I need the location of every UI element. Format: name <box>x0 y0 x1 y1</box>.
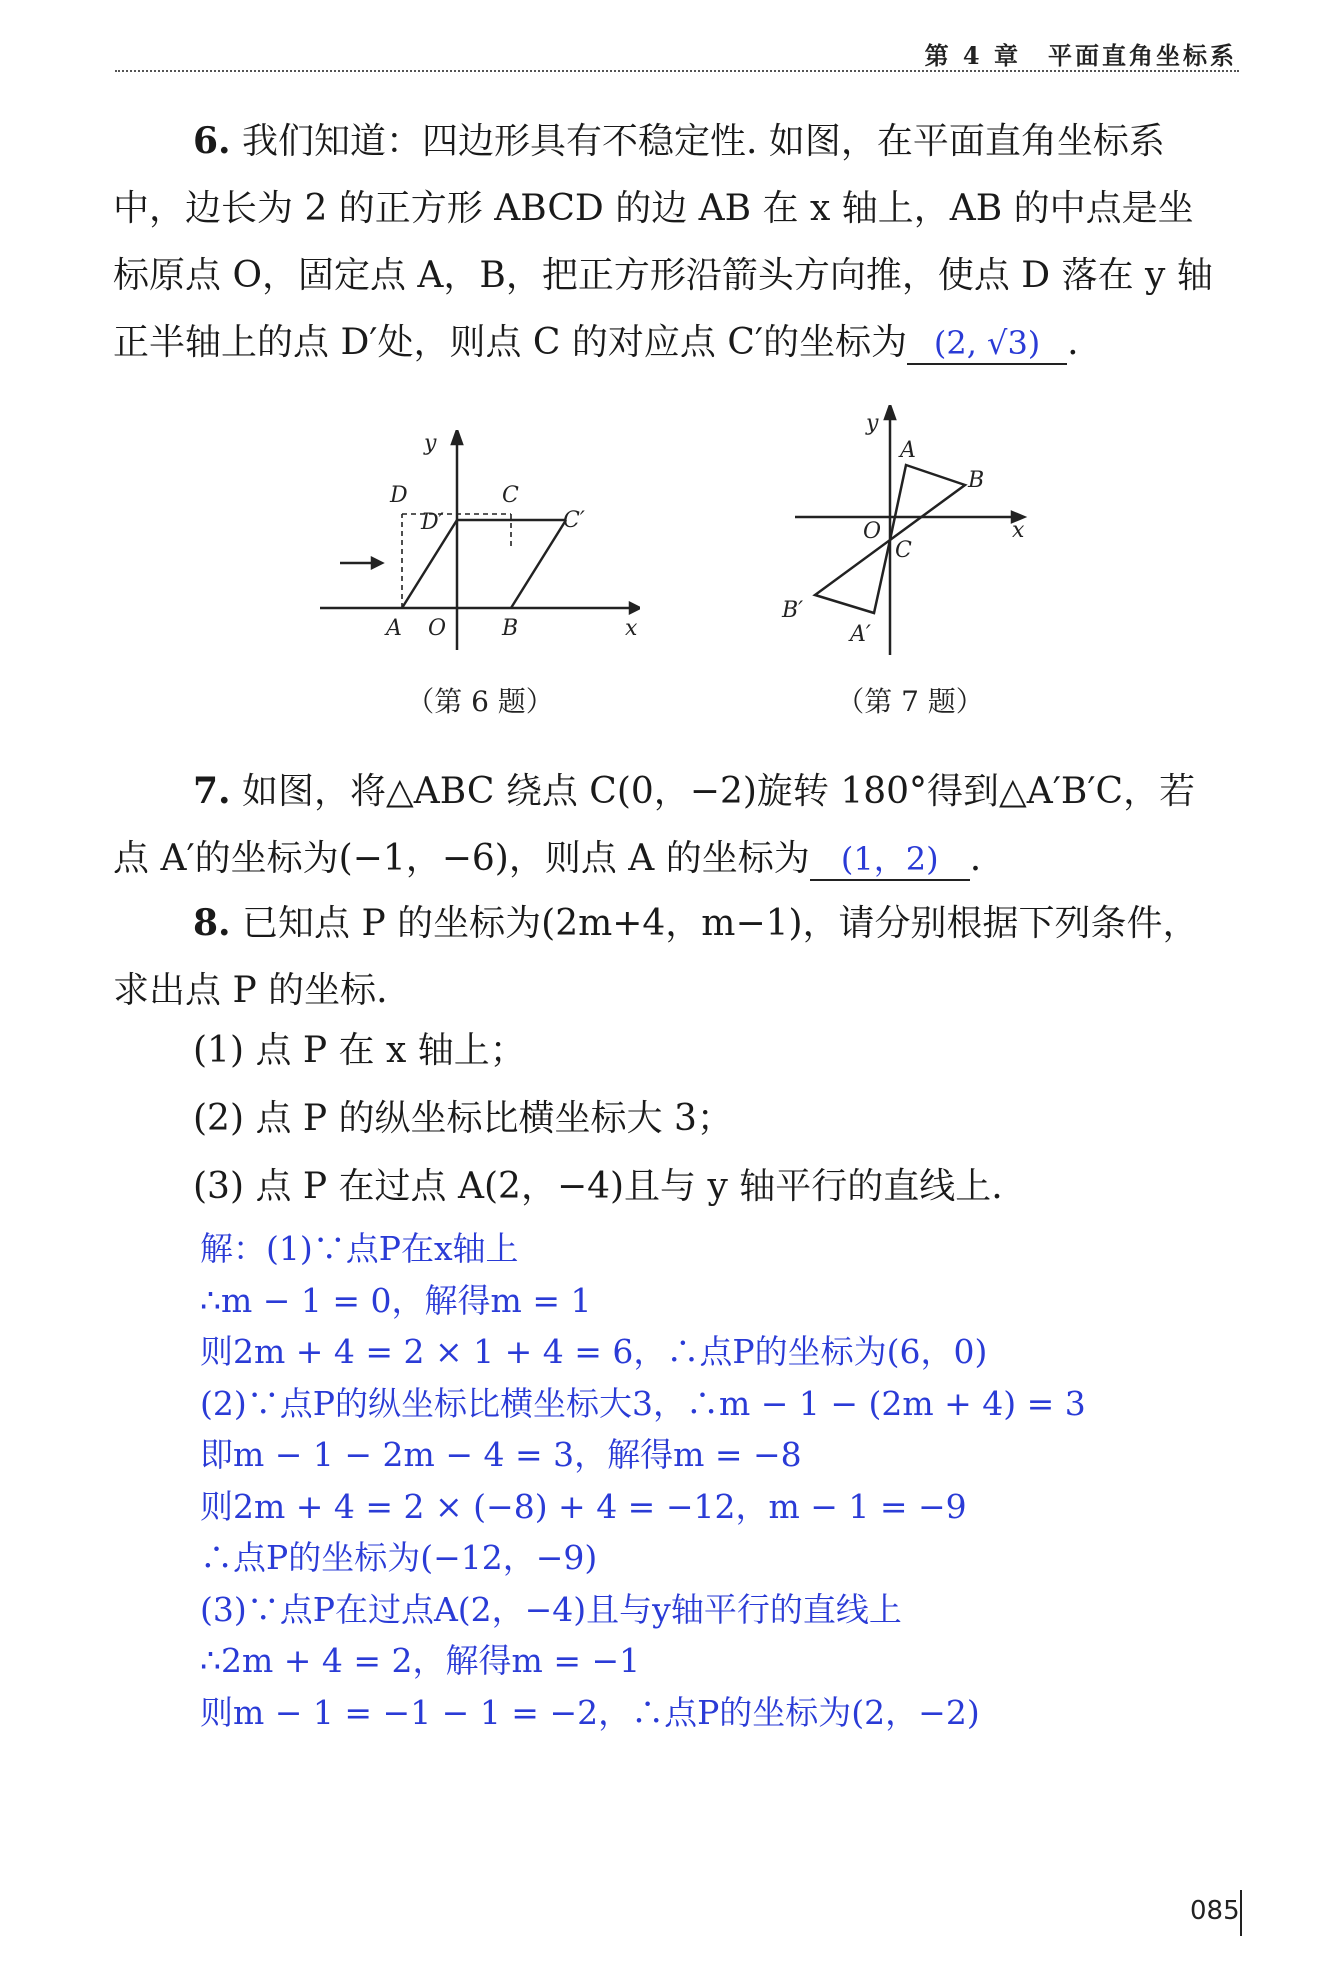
figure-7 <box>780 405 1030 655</box>
solution-line: ∴m − 1 = 0，解得m = 1 <box>200 1280 592 1320</box>
q6-line-2: 中，边长为 2 的正方形 ABCD 的边 AB 在 x 轴上，AB 的中点是坐 <box>113 188 1194 229</box>
q7-answer: (1，2) <box>810 839 970 881</box>
fig7-caption: （第 7 题） <box>836 685 984 718</box>
solution-line: (3)∵点P在过点A(2，−4)且与y轴平行的直线上 <box>200 1589 902 1629</box>
q6-line-1 <box>113 108 1243 175</box>
fig7-label-x: x <box>1012 518 1025 543</box>
q8-line-1 <box>113 890 1243 957</box>
solution-line: 则2m + 4 = 2 × 1 + 4 = 6，∴点P的坐标为(6，0) <box>200 1332 988 1371</box>
q8-line-2: 求出点 P 的坐标. <box>113 970 388 1011</box>
q6-answer: (2, √3) <box>907 323 1067 365</box>
question-7 <box>113 758 1243 892</box>
fig7-triangle-ApBpC <box>815 540 890 613</box>
q6-number: 6. <box>193 120 231 162</box>
fig6-side-Cp-B <box>511 520 566 608</box>
chapter-title: 第 4 章 平面直角坐标系 <box>924 41 1237 70</box>
solution-line: (2)∵点P的纵坐标比横坐标大3，∴m − 1 − (2m + 4) = 3 <box>200 1383 1086 1423</box>
q7-line-2 <box>113 825 1243 892</box>
q6-line-3: 标原点 O，固定点 A，B，把正方形沿箭头方向推，使点 D 落在 y 轴 <box>113 255 1213 296</box>
page-number: 085 <box>1190 1896 1240 1926</box>
solution-line: 解：(1)∵点P在x轴上 <box>200 1229 519 1268</box>
solution-line: 即m − 1 − 2m − 4 = 3，解得m = −8 <box>200 1435 802 1474</box>
fig7-label-B: B <box>968 468 985 493</box>
solution-block <box>200 1223 1200 1738</box>
fig6-label-C: C <box>502 483 519 508</box>
q7-end: . <box>969 838 982 879</box>
q8-number: 8. <box>193 902 231 944</box>
q6-line-4 <box>113 309 1243 376</box>
fig6-label-Dp: D′ <box>421 510 444 535</box>
fig6-label-A: A <box>386 616 402 641</box>
q6-end: . <box>1067 322 1079 363</box>
q8-text-1: 已知点 P 的坐标为(2m+4，m−1)，请分别根据下列条件， <box>242 903 1199 944</box>
solution-line: ∴2m + 4 = 2，解得m = −1 <box>200 1641 641 1680</box>
fig6-caption: （第 6 题） <box>406 685 554 718</box>
fig7-label-A: A <box>900 438 916 463</box>
fig7-label-y: y <box>866 411 879 436</box>
fig6-label-Cp: C′ <box>563 508 585 533</box>
solution-line: 则m − 1 = −1 − 1 = −2，∴点P的坐标为(2，−2) <box>200 1692 980 1732</box>
q8-sub-2: (2) 点 P 的纵坐标比横坐标大 3； <box>193 1098 733 1139</box>
solution-line: 则2m + 4 = 2 × (−8) + 4 = −12，m − 1 = −9 <box>200 1486 967 1526</box>
fig7-y-arrow <box>885 405 895 419</box>
fig6-label-O: O <box>428 616 447 641</box>
fig7-label-Ap: A′ <box>850 622 871 647</box>
fig6-label-B: B <box>502 616 519 641</box>
fig6-label-D: D <box>390 483 408 508</box>
figure-6 <box>320 430 640 650</box>
fig7-label-Bp: B′ <box>782 598 804 623</box>
q7-number: 7. <box>193 770 231 812</box>
question-6 <box>113 108 1243 376</box>
fig6-label-y: y <box>424 431 437 456</box>
q6-text-1: 我们知道：四边形具有不稳定性. 如图，在平面直角坐标系 <box>242 121 1165 162</box>
q8-sub-1: (1) 点 P 在 x 轴上； <box>193 1030 526 1071</box>
page-number-bar <box>1240 1890 1242 1936</box>
fig6-x-arrow <box>630 603 640 613</box>
q7-text-1: 如图，将△ABC 绕点 C(0，−2)旋转 180°得到△A′B′C，若 <box>242 771 1196 812</box>
fig6-push-arrow-head <box>372 558 382 568</box>
question-8 <box>113 890 1243 1024</box>
fig7-label-O: O <box>863 519 882 544</box>
solution-line: ∴点P的坐标为(−12，−9) <box>200 1538 598 1577</box>
page-header <box>115 32 1239 72</box>
q6-text-4: 正半轴上的点 D′处，则点 C 的对应点 C′的坐标为 <box>113 322 908 363</box>
q7-line-1 <box>113 758 1243 825</box>
fig7-label-C: C <box>895 538 912 563</box>
fig6-label-x: x <box>625 616 638 641</box>
q7-text-2: 点 A′的坐标为(−1，−6)，则点 A 的坐标为 <box>113 838 810 879</box>
fig6-y-arrow <box>452 430 462 444</box>
q8-sub-3: (3) 点 P 在过点 A(2，−4)且与 y 轴平行的直线上. <box>193 1166 1003 1207</box>
fig7-triangle-ABC <box>890 465 965 540</box>
